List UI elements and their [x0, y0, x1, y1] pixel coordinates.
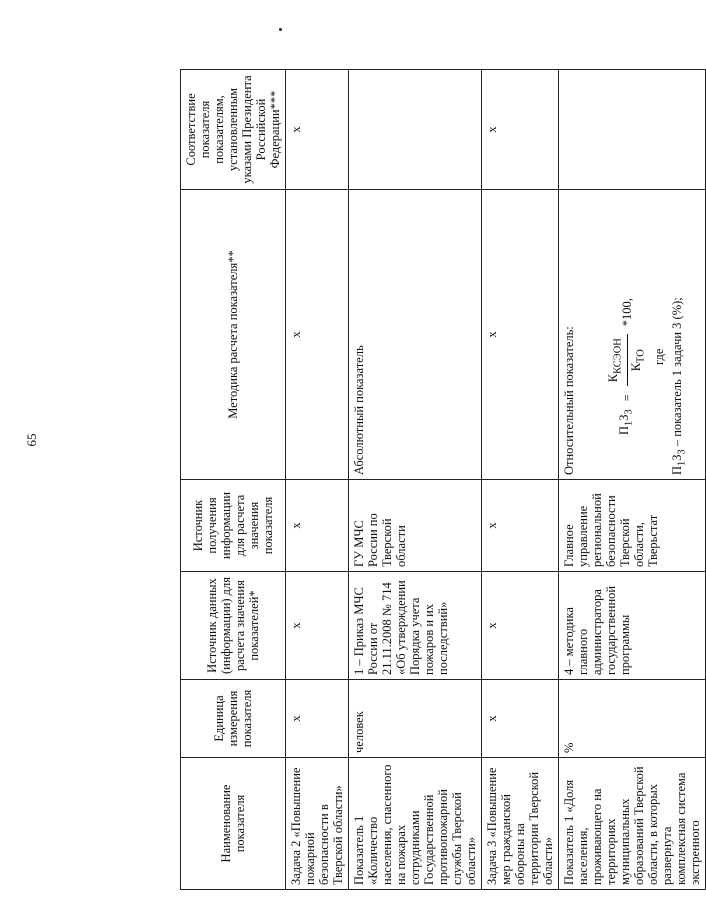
- indicators-table: [180, 69, 706, 890]
- row-method-formula: [559, 190, 706, 480]
- formula-lhs: $П_1З_3$: [617, 409, 635, 435]
- table-row: [559, 70, 706, 890]
- formula-fraction: [606, 334, 648, 386]
- page-number: 65: [24, 433, 39, 447]
- row-unit: человек: [349, 680, 482, 758]
- scan-speck: [279, 28, 282, 31]
- table-row: [286, 70, 349, 890]
- formula-denominator: $К_{ТО}$: [628, 349, 646, 372]
- formula-multiplier: *100,: [620, 298, 634, 327]
- row-unit: %: [559, 680, 706, 758]
- formula-equals: =: [620, 394, 634, 402]
- row-compliance: x: [286, 70, 349, 190]
- row-method: Абсолютный показатель: [349, 190, 482, 480]
- row-compliance: [559, 70, 706, 190]
- table-row: [349, 70, 482, 890]
- row-name: Показатель 1 «Количество населения, спасенного на пожарах сотрудниками Государственной противопожарной службы Тверской области»: [349, 758, 482, 890]
- header-compliance: Соответствие показателя показателям, установленным указами Президента Российской Федерации***: [181, 70, 286, 190]
- formula-where: где: [652, 348, 666, 365]
- row-method: x: [286, 190, 349, 480]
- row-data-source: x: [482, 572, 559, 680]
- method-formula: [562, 194, 690, 475]
- header-unit: Единица измерения показателя: [181, 680, 286, 758]
- row-unit: x: [286, 680, 349, 758]
- row-data-source: 1 – Приказ МЧС России от 21.11.2008 № 714 «Об утверждении Порядка учета пожаров и их последствий»: [349, 572, 482, 680]
- row-compliance: [349, 70, 482, 190]
- header-method: Методика расчета показателя**: [181, 190, 286, 480]
- header-info-source: Источник получения информации для расчета значения показателя: [181, 480, 286, 572]
- formula-equation: [606, 194, 648, 435]
- formula-intro: Относительный показатель:: [562, 326, 576, 475]
- table-row: [482, 70, 559, 890]
- row-info-source: Главное управление региональной безопасности Тверской области, Тверьстат: [559, 480, 706, 572]
- table-header-row: [181, 70, 286, 890]
- row-unit: x: [482, 680, 559, 758]
- row-data-source: x: [286, 572, 349, 680]
- rotated-table-container: [180, 70, 702, 890]
- formula-numerator: $К_{КСЭОН}$: [606, 334, 628, 386]
- formula-definition: $П_1З_3$ – показатель 1 задачи 3 (%);: [670, 297, 688, 475]
- row-info-source: ГУ МЧС России по Тверской области: [349, 480, 482, 572]
- row-compliance: x: [482, 70, 559, 190]
- row-name: Задача 3 «Повышение мер гражданской обороны на территории Тверской области»: [482, 758, 559, 890]
- row-method: x: [482, 190, 559, 480]
- header-data-source: Источник данных (информации) для расчета значения показателей*: [181, 572, 286, 680]
- row-name: Задача 2 «Повышение пожарной безопасности в Тверской области»: [286, 758, 349, 890]
- row-name: Показатель 1 «Доля населения, проживающего на территориях муниципальных образований Тверской области, в которых развернута комплексная система экстренного: [559, 758, 706, 890]
- header-indicator-name: Наименование показателя: [181, 758, 286, 890]
- row-info-source: x: [482, 480, 559, 572]
- row-data-source: 4 – методика главного администратора государственной программы: [559, 572, 706, 680]
- row-info-source: x: [286, 480, 349, 572]
